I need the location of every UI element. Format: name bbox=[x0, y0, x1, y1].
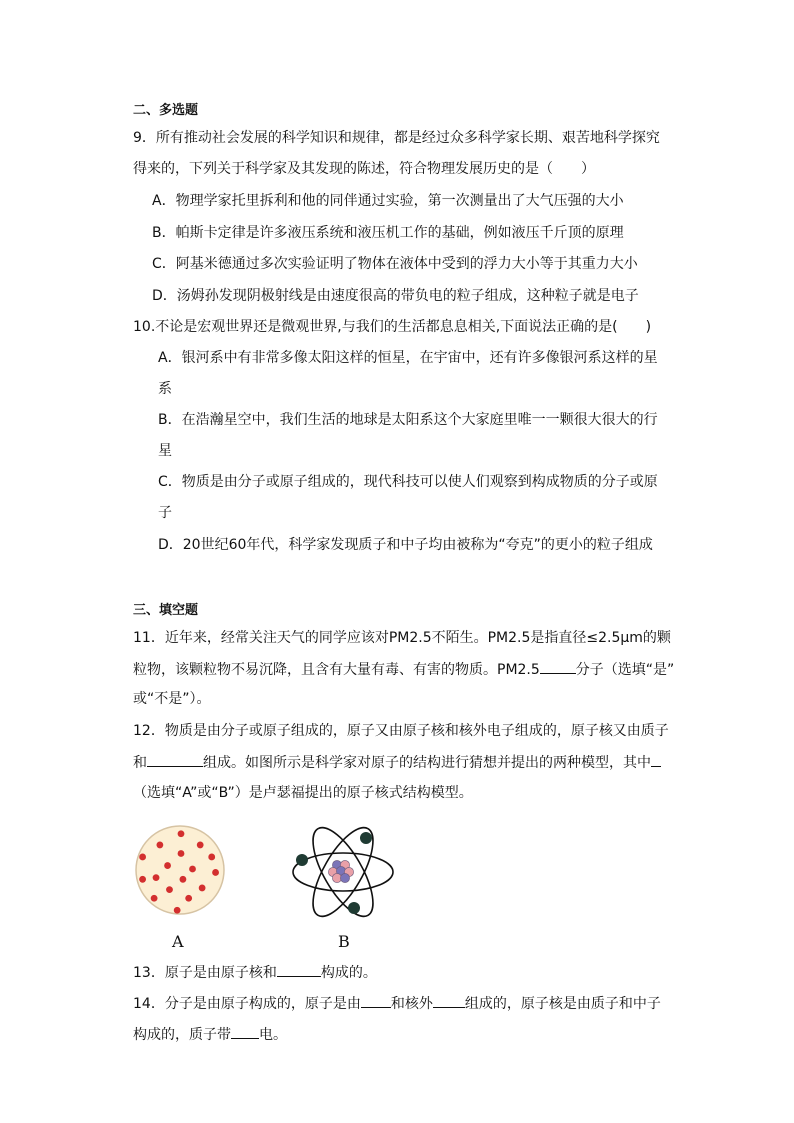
plum-pudding-model-figure bbox=[132, 822, 232, 922]
q9-option-a: A．物理学家托里拆利和他的同伴通过实验，第一次测量出了大气压强的大小 bbox=[152, 193, 624, 209]
electron-dot bbox=[151, 895, 158, 902]
electron-dot bbox=[174, 907, 181, 914]
q11-line2-text-pre: 粒物，该颗粒物不易沉降，且含有大量有毒、有害的物质。PM2.5 bbox=[133, 662, 540, 678]
electron-dot bbox=[178, 830, 185, 837]
q10-option-c-line2: 子 bbox=[158, 505, 172, 521]
q14-answer-blank-1[interactable] bbox=[361, 993, 391, 1008]
q14-line2-text-post: 电。 bbox=[259, 1027, 287, 1043]
q10-stem: 10.不论是宏观世界还是微观世界,与我们的生活都息息相关,下面说法正确的是( ) bbox=[133, 319, 652, 335]
q12-line2 bbox=[133, 752, 661, 773]
figure-b-label: B bbox=[338, 932, 350, 951]
q10-option-a-line1: A．银河系中有非常多像太阳这样的恒星，在宇宙中，还有许多像银河系这样的星 bbox=[158, 350, 658, 366]
nucleus bbox=[328, 860, 353, 882]
electron-dot bbox=[197, 842, 204, 849]
electron-dot bbox=[185, 895, 192, 902]
electron bbox=[348, 902, 360, 914]
q11-line3: 或“不是”）。 bbox=[133, 691, 211, 707]
q9-stem-line1: 9．所有推动社会发展的科学知识和规律，都是经过众多科学家长期、艰苦地科学探究 bbox=[133, 130, 660, 146]
q14-line2-text-pre: 构成的，质子带 bbox=[133, 1027, 231, 1043]
q14-text-post: 组成的，原子核是由质子和中子 bbox=[464, 996, 661, 1012]
q10-option-b-line1: B．在浩瀚星空中，我们生活的地球是太阳系这个大家庭里唯一一颗很大很大的行 bbox=[158, 412, 658, 428]
q14-text-pre: 14．分子是由原子构成的，原子是由 bbox=[133, 996, 361, 1012]
q14-answer-blank-2[interactable] bbox=[433, 993, 465, 1008]
q9-option-b: B．帕斯卡定律是许多液压系统和液压机工作的基础，例如液压千斤顶的原理 bbox=[152, 225, 624, 241]
rutherford-atom-model-figure bbox=[290, 810, 396, 934]
q9-option-c: C．阿基米德通过多次实验证明了物体在液体中受到的浮力大小等于其重力大小 bbox=[152, 256, 638, 272]
electron-dot bbox=[153, 874, 160, 881]
q9-option-d: D．汤姆孙发现阴极射线是由速度很高的带负电的粒子组成，这种粒子就是电子 bbox=[152, 288, 639, 304]
q12-line1: 12．物质是由分子或原子组成的，原子又由原子核和核外电子组成的，原子核又由质子 bbox=[133, 723, 669, 739]
q10-option-d: D．20世纪60年代，科学家发现质子和中子均由被称为“夸克”的更小的粒子组成 bbox=[158, 537, 653, 553]
q12-answer-blank-2[interactable] bbox=[651, 752, 661, 767]
electron-dot bbox=[164, 862, 171, 869]
q12-line2-text-post: 组成。如图所示是科学家对原子的结构进行猜想并提出的两种模型，其中 bbox=[203, 755, 651, 771]
positive-sphere bbox=[136, 826, 224, 914]
q11-line2-text-post: 分子（选填“是” bbox=[575, 662, 675, 678]
section-heading-fill-in-blank: 三、填空题 bbox=[133, 603, 199, 618]
q13-text-post: 构成的。 bbox=[320, 965, 377, 981]
q10-option-b-line2: 星 bbox=[158, 443, 172, 459]
electron-dot bbox=[156, 842, 163, 849]
electron-dot bbox=[189, 866, 196, 873]
section-heading-multiple-choice: 二、多选题 bbox=[133, 103, 199, 118]
q13-text-pre: 13．原子是由原子核和 bbox=[133, 965, 277, 981]
neutron-particle bbox=[340, 873, 349, 882]
q14-answer-blank-3[interactable] bbox=[231, 1024, 259, 1039]
q10-option-a-line2: 系 bbox=[158, 381, 172, 397]
q13-answer-blank[interactable] bbox=[277, 962, 321, 977]
q14-line1 bbox=[133, 993, 661, 1014]
electron bbox=[296, 854, 308, 866]
electron bbox=[360, 832, 372, 844]
q13 bbox=[133, 962, 377, 983]
electron-dot bbox=[199, 885, 206, 892]
q12-answer-blank-1[interactable] bbox=[147, 752, 203, 767]
q12-line2-text-pre: 和 bbox=[133, 755, 147, 771]
electron-dot bbox=[139, 876, 146, 883]
electron-dot bbox=[208, 854, 215, 861]
electron-dot bbox=[180, 876, 187, 883]
q11-answer-blank[interactable] bbox=[540, 659, 576, 674]
q11-line1: 11．近年来，经常关注天气的同学应该对PM2.5不陌生。PM2.5是指直径≤2.5μm的颗 bbox=[133, 630, 671, 646]
q12-line3: （选填“A”或“B”）是卢瑟福提出的原子核式结构模型。 bbox=[133, 785, 473, 801]
q14-line2 bbox=[133, 1024, 287, 1045]
q14-text-mid: 和核外 bbox=[390, 996, 433, 1012]
q10-option-c-line1: C．物质是由分子或原子组成的，现代科技可以使人们观察到构成物质的分子或原 bbox=[158, 474, 658, 490]
electron-dot bbox=[178, 850, 185, 857]
electron-dot bbox=[212, 869, 219, 876]
electron-dot bbox=[166, 886, 173, 893]
q11-line2 bbox=[133, 659, 674, 680]
electron-dot bbox=[139, 854, 146, 861]
figure-a-label: A bbox=[172, 932, 184, 951]
q9-stem-line2: 得来的，下列关于科学家及其发现的陈述，符合物理发展历史的是（ ） bbox=[133, 161, 595, 177]
